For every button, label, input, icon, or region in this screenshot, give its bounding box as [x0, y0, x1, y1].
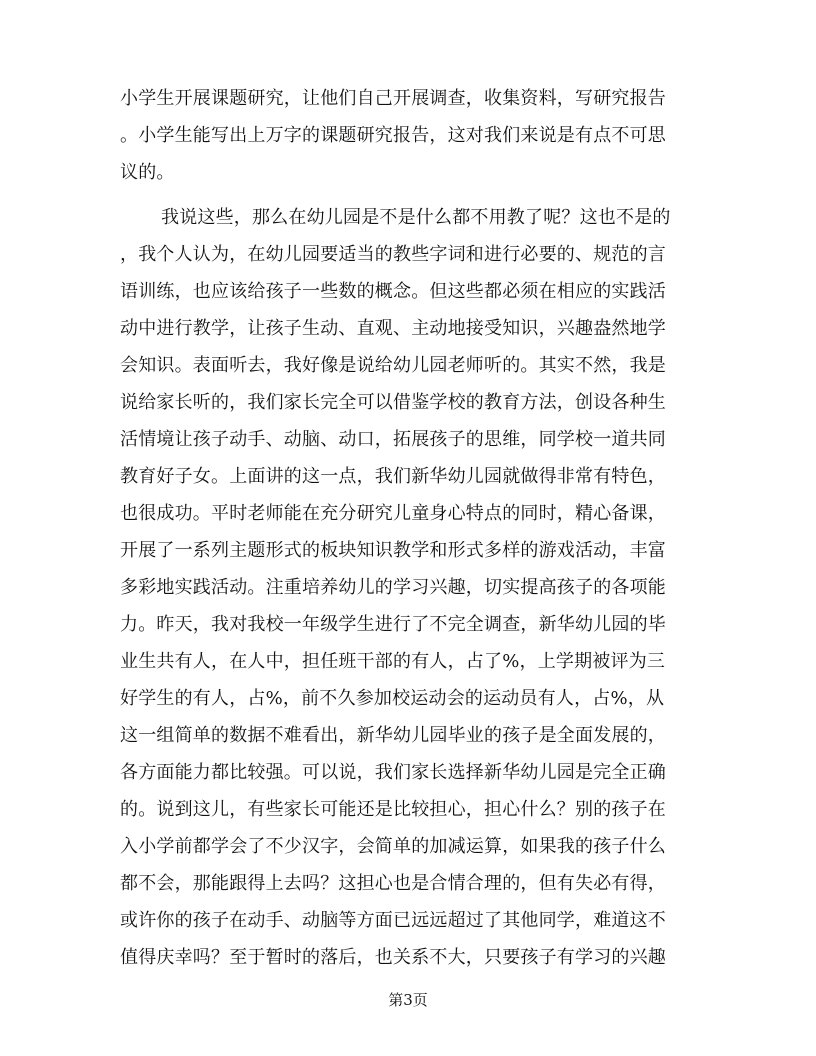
text-line: 也很成功。平时老师能在充分研究儿童身心特点的同时，精心备课， [120, 503, 666, 524]
text-line: 。小学生能写出上万字的课题研究报告，这对我们来说是有点不可思 [120, 125, 666, 146]
text-line: 语训练，也应该给孩子一些数的概念。但这些都必须在相应的实践活 [120, 281, 666, 302]
text-line: ，我个人认为，在幼儿园要适当的教些字词和进行必要的、规范的言 [120, 244, 666, 265]
text-line: 教育好子女。上面讲的这一点，我们新华幼儿园就做得非常有特色， [120, 466, 666, 487]
text-line: 值得庆幸吗？至于暂时的落后，也关系不大，只要孩子有学习的兴趣 [120, 947, 666, 968]
text-line: 好学生的有人，占%，前不久参加校运动会的运动员有人，占%，从 [120, 688, 665, 709]
text-line: 各方面能力都比较强。可以说，我们家长选择新华幼儿园是完全正确 [120, 762, 666, 783]
paragraph-first-line: 我说这些，那么在幼儿园是不是什么都不用教了呢？这也不是的 [161, 207, 671, 228]
text-line: 会知识。表面听去，我好像是说给幼儿园老师听的。其实不然，我是 [120, 355, 666, 376]
text-line: 动中进行教学，让孩子生动、直观、主动地接受知识，兴趣盎然地学 [120, 318, 666, 339]
text-line: 入小学前都学会了不少汉字，会简单的加减运算，如果我的孩子什么 [120, 836, 666, 857]
text-line: 多彩地实践活动。注重培养幼儿的学习兴趣，切实提高孩子的各项能 [120, 577, 666, 598]
text-line: 活情境让孩子动手、动脑、动口，拓展孩子的思维，同学校一道共同 [120, 429, 666, 450]
text-line: 小学生开展课题研究，让他们自己开展调查，收集资料，写研究报告 [120, 88, 666, 109]
text-line: 业生共有人，在人中，担任班干部的有人，占了%，上学期被评为三 [120, 651, 666, 672]
page-number: 第3页 [388, 991, 428, 1009]
text-line: 议的。 [120, 162, 175, 183]
text-line: 都不会，那能跟得上去吗？这担心也是合情合理的，但有失必有得， [120, 873, 666, 894]
text-line: 的。说到这儿，有些家长可能还是比较担心，担心什么？别的孩子在 [120, 799, 666, 820]
text-line: 说给家长听的，我们家长完全可以借鉴学校的教育方法，创设各种生 [120, 392, 666, 413]
text-line: 力。昨天，我对我校一年级学生进行了不完全调查，新华幼儿园的毕 [120, 614, 666, 635]
text-line: 或许你的孩子在动手、动脑等方面已远远超过了其他同学，难道这不 [120, 910, 666, 931]
text-line: 这一组简单的数据不难看出，新华幼儿园毕业的孩子是全面发展的， [120, 725, 666, 746]
text-line: 开展了一系列主题形式的板块知识教学和形式多样的游戏活动，丰富 [120, 540, 666, 561]
